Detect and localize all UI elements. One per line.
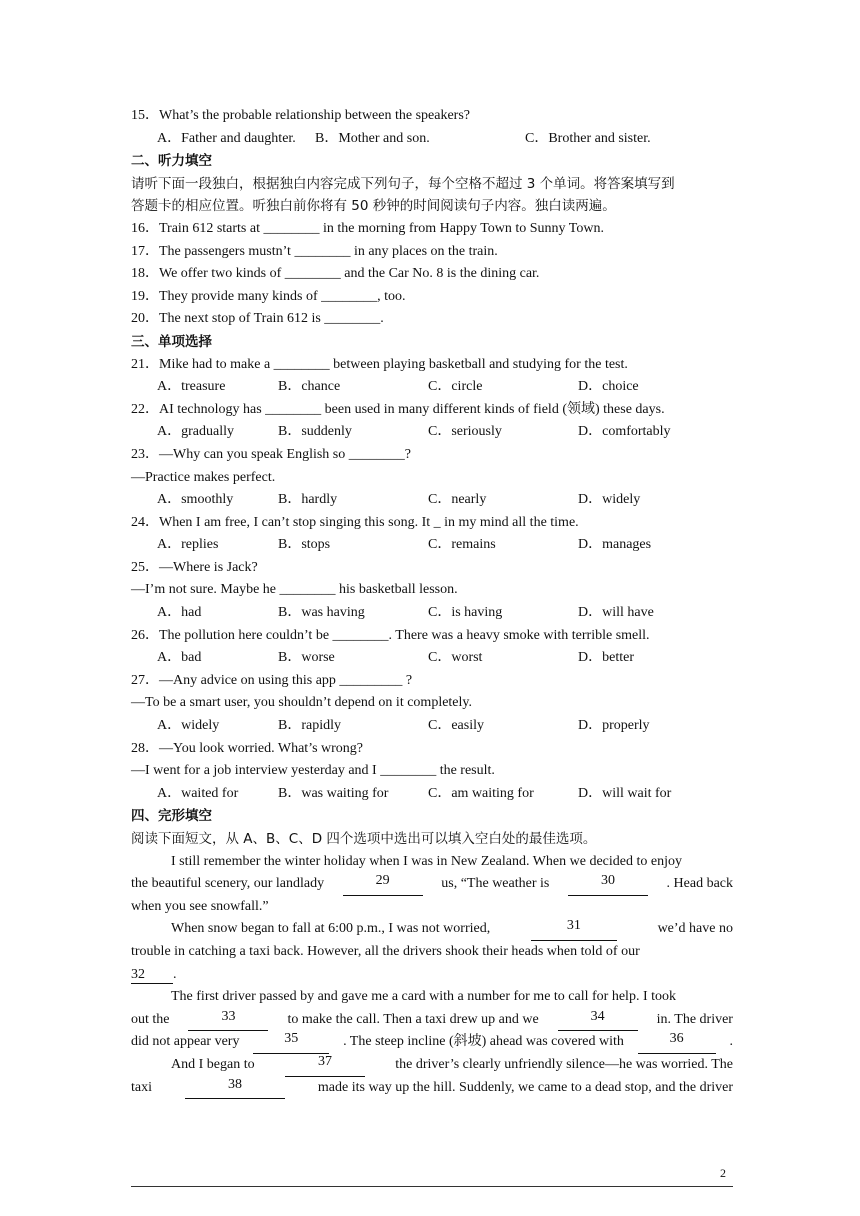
blank-34: 34	[558, 1009, 638, 1032]
question-22-options	[131, 421, 733, 444]
option-b: B．chance	[278, 379, 341, 395]
question-16: 16．Train 612 starts at ________ in the morning from Happy Town to Sunny Town.	[131, 220, 604, 236]
cloze-text: to make the call. Then a taxi drew up and we	[287, 1011, 539, 1027]
option-b: B．rapidly	[278, 718, 341, 734]
cloze-text: made its way up the hill. Suddenly, we came to a dead stop, and the driver	[317, 1079, 733, 1095]
question-23-reply: —Practice makes perfect.	[131, 469, 276, 485]
option-b: B．hardly	[278, 492, 338, 508]
section-4-heading: 四、完形填空	[131, 808, 212, 825]
question-15: 15．What’s the probable relationship between the speakers?	[131, 108, 470, 123]
option-d: D．will have	[578, 605, 654, 621]
blank-33: 33	[188, 1009, 268, 1032]
cloze-text: . Head back	[666, 876, 733, 892]
question-17: 17．The passengers mustn’t ________ in any places on the train.	[131, 243, 498, 259]
option-c: C．worst	[428, 650, 483, 666]
section-2-instructions-line-2: 答题卡的相应位置。听独白前你将有 50 秒钟的时间阅读句子内容。独白读两遍。	[131, 198, 616, 215]
cloze-text: taxi	[131, 1079, 152, 1095]
question-19: 19．They provide many kinds of ________, too.	[131, 288, 406, 304]
cloze-paragraph-3	[131, 986, 733, 1054]
option-c: C．am waiting for	[428, 785, 534, 801]
option-d: D．better	[578, 650, 634, 666]
option-a: A．gradually	[157, 424, 234, 440]
cloze-text: I still remember the winter holiday when I was in New Zealand. When we decided to enjoy	[171, 853, 682, 869]
question-21-options	[131, 376, 733, 399]
cloze-text: we’d have no	[657, 921, 733, 937]
cloze-text: when you see snowfall.”	[131, 898, 269, 914]
question-18: 18．We offer two kinds of ________ and the Car No. 8 is the dining car.	[131, 266, 540, 282]
cloze-text: the driver’s clearly unfriendly silence—he was worried. The	[395, 1056, 733, 1072]
cloze-text: And I began to	[171, 1056, 255, 1072]
question-28: 28．—You look worried. What’s wrong?	[131, 740, 364, 756]
question-27-options	[131, 715, 733, 738]
section-2-instructions-line-1: 请听下面一段独白，根据独白内容完成下列句子，每个空格不超过 3 个单词。将答案填写到	[131, 175, 675, 192]
option-b: B．Mother and son.	[315, 130, 430, 146]
question-28-options	[131, 783, 733, 806]
option-a: A．treasure	[157, 379, 226, 395]
option-c: C．Brother and sister.	[525, 130, 651, 146]
cloze-text: trouble in catching a taxi back. However, all the drivers shook their heads when told of our	[131, 943, 640, 959]
option-a: A．smoothly	[157, 492, 234, 508]
blank-30: 30	[568, 873, 648, 896]
cloze-paragraph-2	[131, 918, 733, 986]
cloze-text: did not appear very	[131, 1034, 240, 1050]
option-a: A．bad	[157, 650, 202, 666]
option-a: A．waited for	[157, 785, 239, 801]
question-21: 21．Mike had to make a ________ between playing basketball and studying for the test.	[131, 356, 628, 372]
cloze-text: .	[173, 966, 177, 982]
question-27: 27．—Any advice on using this app _________ ?	[131, 672, 413, 688]
option-d: D．properly	[578, 718, 650, 734]
option-b: B．worse	[278, 650, 335, 666]
section-2-heading: 二、听力填空	[131, 153, 212, 170]
option-d: D．will wait for	[578, 785, 672, 801]
blank-29: 29	[343, 873, 423, 896]
cloze-text: . The steep incline (斜坡) ahead was covered with	[343, 1034, 624, 1050]
section-4-instructions: 阅读下面短文，从 A、B、C、D 四个选项中选出可以填入空白处的最佳选项。	[131, 831, 597, 847]
option-b: B．was having	[278, 605, 365, 621]
option-d: D．widely	[578, 492, 641, 508]
question-26-options	[131, 647, 733, 670]
option-c: C．seriously	[428, 424, 502, 440]
section-3-heading: 三、单项选择	[131, 333, 212, 350]
cloze-text: the beautiful scenery, our landlady	[131, 876, 325, 892]
option-a: A．replies	[157, 537, 219, 553]
option-d: D．manages	[578, 537, 652, 553]
question-15-options	[131, 128, 733, 151]
cloze-text: out the	[131, 1011, 170, 1027]
question-23-options	[131, 489, 733, 512]
cloze-text: When snow began to fall at 6:00 p.m., I was not worried,	[171, 921, 491, 937]
option-b: B．suddenly	[278, 424, 352, 440]
option-a: A．Father and daughter.	[157, 130, 296, 146]
blank-38: 38	[185, 1077, 285, 1100]
option-b: B．was waiting for	[278, 785, 389, 801]
question-24-options	[131, 534, 733, 557]
question-23: 23．—Why can you speak English so ________?	[131, 446, 411, 462]
question-25-options	[131, 602, 733, 625]
option-d: D．comfortably	[578, 424, 671, 440]
question-26: 26．The pollution here couldn’t be ________. There was a heavy smoke with terrible smell.	[131, 627, 650, 643]
footer-divider	[131, 1186, 733, 1187]
option-b: B．stops	[278, 537, 331, 553]
cloze-text: .	[729, 1034, 733, 1050]
option-a: A．had	[157, 605, 202, 621]
cloze-text: us, “The weather is	[441, 876, 550, 892]
option-c: C．easily	[428, 718, 484, 734]
option-c: C．remains	[428, 537, 496, 553]
page-number: 2	[720, 1166, 726, 1180]
question-24: 24．When I am free, I can’t stop singing this song. It _ in my mind all the time.	[131, 514, 579, 530]
option-c: C．is having	[428, 605, 503, 621]
question-25: 25．—Where is Jack?	[131, 559, 258, 575]
question-22: 22．AI technology has ________ been used in many different kinds of field (领域) these days.	[131, 401, 665, 417]
blank-31: 31	[531, 918, 617, 941]
option-c: C．nearly	[428, 492, 487, 508]
cloze-paragraph-4	[131, 1054, 733, 1099]
blank-36: 36	[638, 1031, 716, 1054]
blank-35: 35	[253, 1031, 329, 1054]
question-25-reply: —I’m not sure. Maybe he ________ his basketball lesson.	[131, 582, 458, 598]
question-27-reply: —To be a smart user, you shouldn’t depend on it completely.	[131, 695, 473, 711]
option-d: D．choice	[578, 379, 639, 395]
cloze-text: The first driver passed by and gave me a card with a number for me to call for help. I took	[171, 989, 676, 1005]
blank-37: 37	[285, 1054, 365, 1077]
blank-32: 32	[131, 967, 173, 984]
page-content	[131, 105, 733, 1099]
question-20: 20．The next stop of Train 612 is ________.	[131, 311, 384, 327]
option-a: A．widely	[157, 718, 220, 734]
option-c: C．circle	[428, 379, 483, 395]
cloze-paragraph-1	[131, 851, 733, 919]
cloze-text: in. The driver	[656, 1011, 733, 1027]
question-28-reply: —I went for a job interview yesterday and I ________ the result.	[131, 763, 495, 779]
